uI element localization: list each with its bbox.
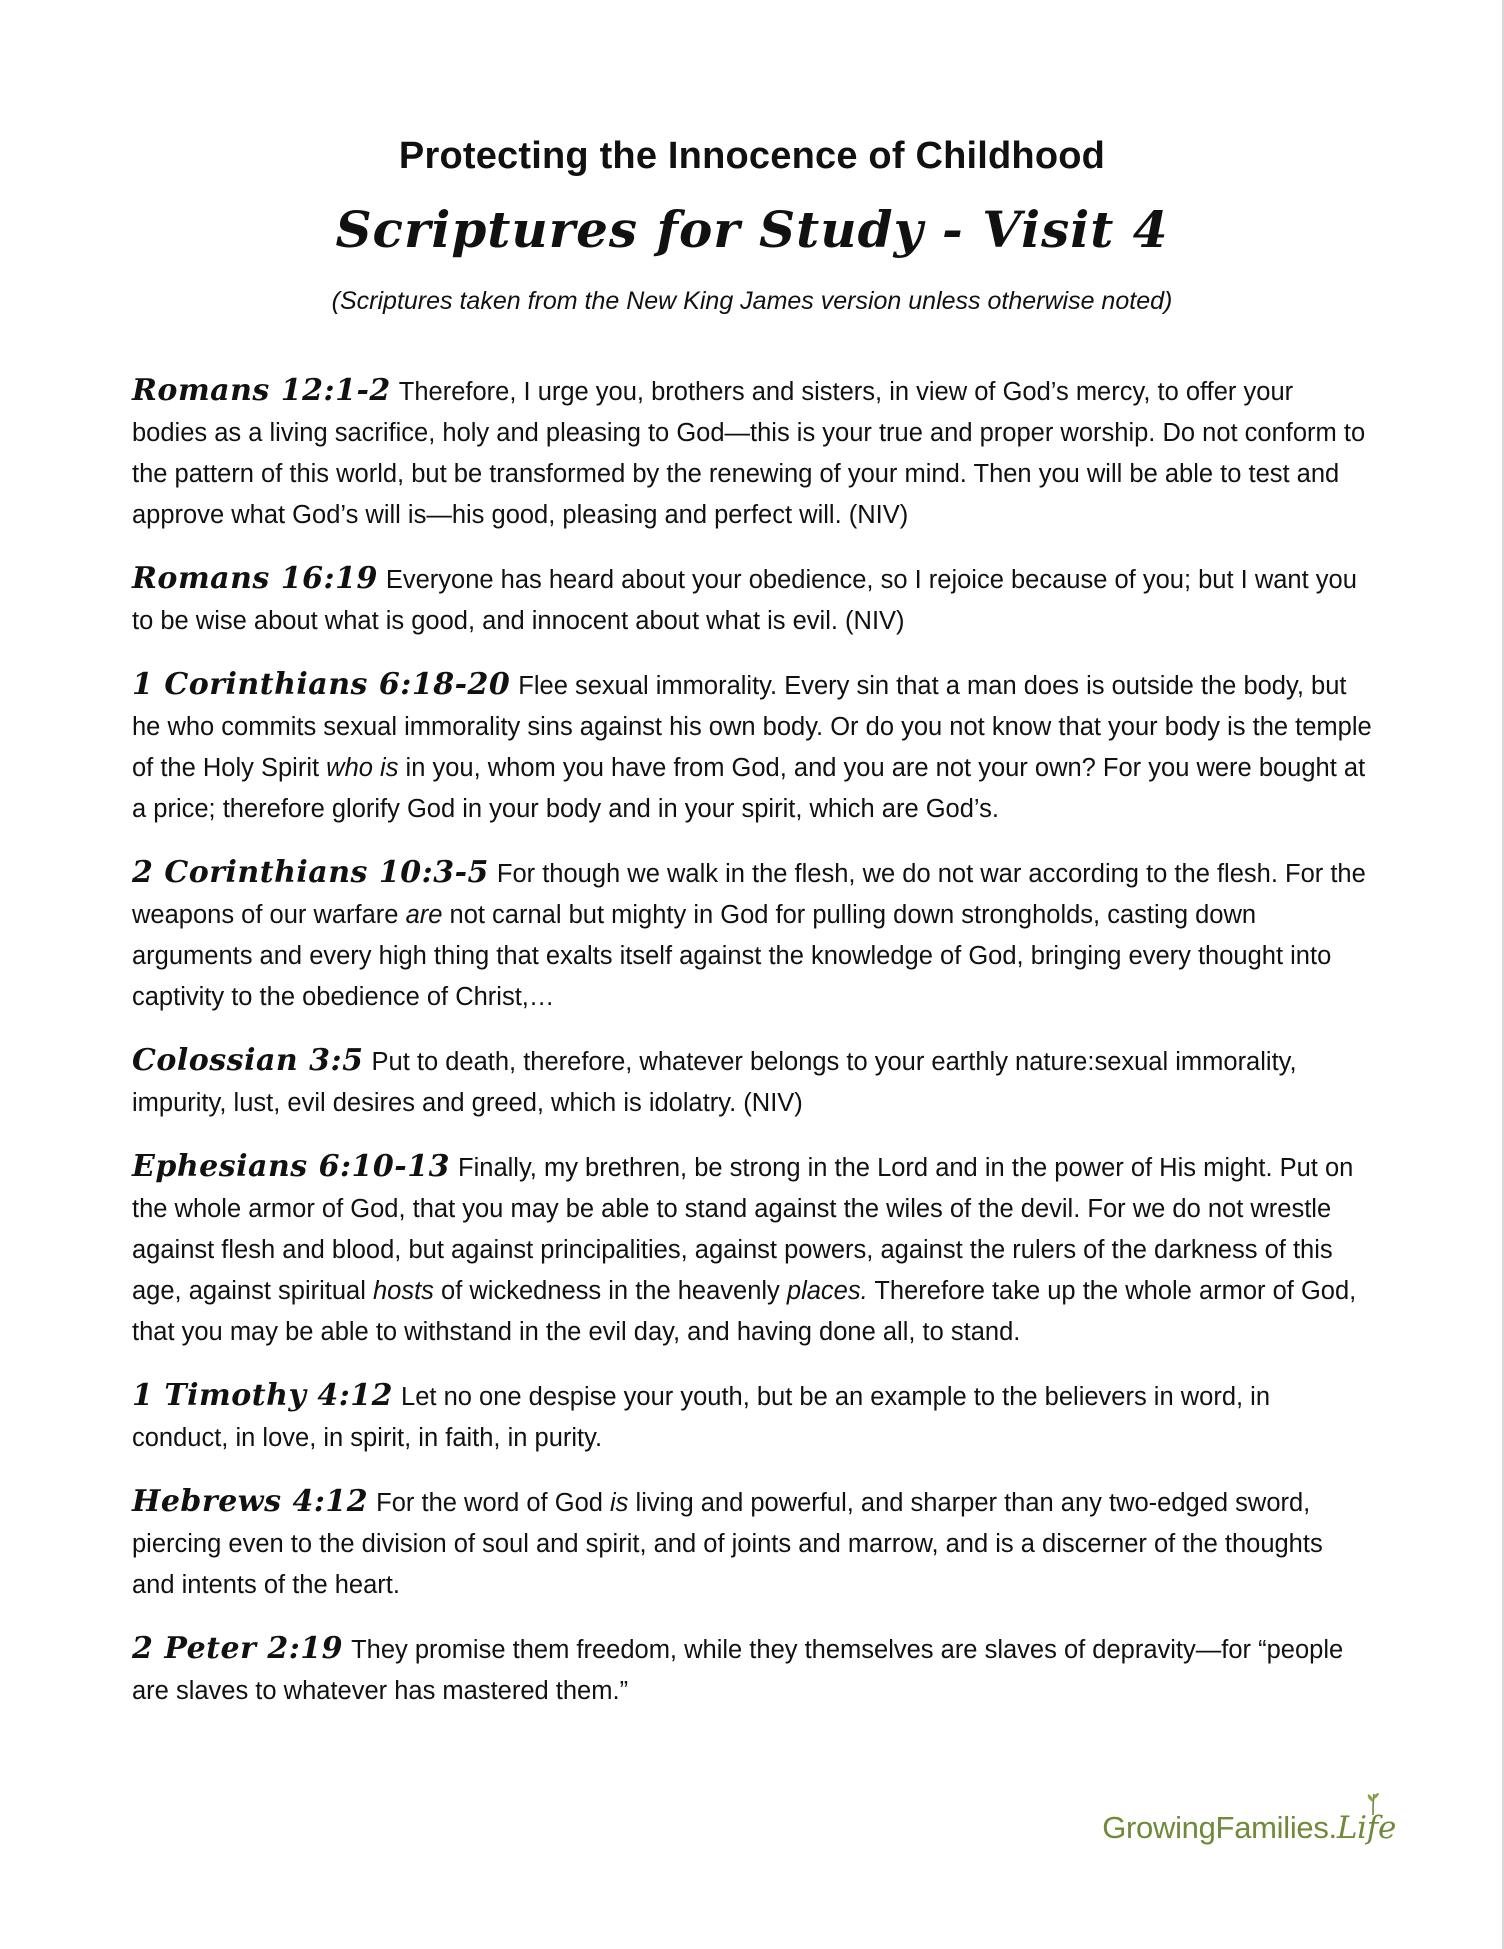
scripture-reference: Colossian 3:5 <box>132 1043 364 1078</box>
scripture-passage <box>132 1375 1372 1459</box>
scripture-passage <box>132 370 1372 536</box>
scripture-passage <box>132 664 1372 830</box>
scripture-reference: Ephesians 6:10-13 <box>132 1149 451 1184</box>
scripture-text: For though we walk in the flesh, we do not war according to the flesh. For the weapons of our warfare <box>132 860 1366 929</box>
scripture-reference: Romans 16:19 <box>132 561 378 596</box>
page-title: Protecting the Innocence of Childhood <box>398 135 1106 177</box>
brand-text: GrowingFamilies. <box>1102 1810 1337 1845</box>
scripture-text: They promise them freedom, while they themselves are slaves of depravity—for “people are slaves to whatever has mastered them.” <box>132 1636 1344 1705</box>
scripture-text: Therefore, I urge you, brothers and sisters, in view of God’s mercy, to offer your bodies as a living sacrifice, holy and pleasing to God—this is your true and proper worship. Do not conform to the pattern of this world, but be transformed by the renewing of your mind. Then you will be able to test and approve what God’s will is—his good, pleasing and perfect will. (NIV) <box>132 378 1366 529</box>
scripture-passage <box>132 1628 1372 1712</box>
scripture-text-italic: places. <box>786 1277 868 1305</box>
scripture-reference: 1 Timothy 4:12 <box>132 1378 394 1413</box>
scripture-text: Everyone has heard about your obedience, so I rejoice because of you; but I want you to be wise about what is good, and innocent about what is evil. (NIV) <box>132 566 1357 635</box>
scripture-text: of wickedness in the heavenly <box>433 1277 787 1305</box>
brand-logo <box>1102 1810 1396 1846</box>
scripture-text: Finally, my brethren, be strong in the Lord and in the power of His might. Put on the whole armor of God, that you may be able to stand against the wiles of the devil. For we do not wrestle against flesh and blood, but against principalities, against powers, against the rulers of the darkness of this age, against spiritual <box>132 1154 1354 1305</box>
scripture-text-italic: is <box>610 1489 629 1517</box>
scripture-text-italic: hosts <box>372 1277 434 1305</box>
scripture-passage <box>132 1040 1372 1124</box>
scripture-list <box>132 370 1372 1734</box>
scripture-text: Therefore take up the whole armor of God, that you may be able to withstand in the evil day, and having done all, to stand. <box>132 1277 1357 1346</box>
scripture-text: living and powerful, and sharper than any two-edged sword, piercing even to the division of soul and spirit, and of joints and marrow, and is a discerner of the thoughts and intents of the heart. <box>132 1489 1323 1599</box>
scripture-text: For the word of God <box>376 1489 611 1517</box>
scripture-text-italic: who is <box>326 754 399 782</box>
scripture-reference: 1 Corinthians 6:18-20 <box>132 667 511 702</box>
brand-life-text: Life <box>1336 1810 1396 1846</box>
scripture-passage <box>132 852 1372 1018</box>
scripture-text: Flee sexual immorality. Every sin that a man does is outside the body, but he who commits sexual immorality sins against his own body. Or do you not know that your body is the temple of the Holy Spirit <box>132 672 1372 782</box>
scripture-reference: Hebrews 4:12 <box>132 1484 369 1519</box>
scripture-text: in you, whom you have from God, and you are not your own? For you were bought at a price; therefore glorify God in your body and in your spirit, which are God’s. <box>132 754 1366 823</box>
scripture-text: not carnal but mighty in God for pulling down strongholds, casting down arguments and every high thing that exalts itself against the knowledge of God, bringing every thought into captivity to the obedience of Christ,… <box>132 901 1332 1011</box>
scripture-passage <box>132 1146 1372 1353</box>
leaf-icon <box>1362 1792 1384 1816</box>
scripture-text: Put to death, therefore, whatever belongs to your earthly nature:sexual immorality, impurity, lust, evil desires and greed, which is idolatry. (NIV) <box>132 1048 1297 1117</box>
scripture-passage <box>132 558 1372 642</box>
scripture-text-italic: are <box>405 901 443 929</box>
scripture-text: Let no one despise your youth, but be an example to the believers in word, in conduct, in love, in spirit, in faith, in purity. <box>132 1383 1271 1452</box>
scripture-reference: 2 Peter 2:19 <box>132 1631 344 1666</box>
scripture-passage <box>132 1481 1372 1606</box>
version-note: (Scriptures taken from the New King James version unless otherwise noted) <box>331 287 1173 315</box>
page-subtitle: Scriptures for Study - Visit 4 <box>335 200 1169 259</box>
scripture-reference: Romans 12:1-2 <box>132 373 391 408</box>
scripture-reference: 2 Corinthians 10:3-5 <box>132 855 489 890</box>
